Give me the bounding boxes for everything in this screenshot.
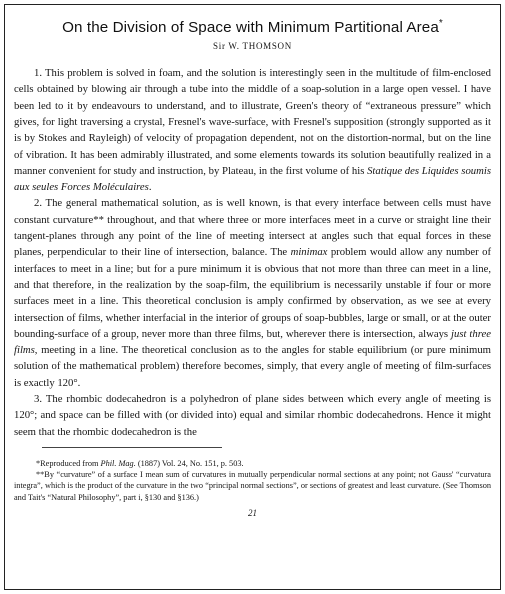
text-run: 3. The rhombic dodecahedron is a polyhedron of plane sides between which every angle of meeting is 120°; and space can be filled with (or divided into) equal and similar rhombic dodecahedrons. Hence it might seem that the rhombic dodecahedron is the [14, 393, 491, 438]
footnote-2 [14, 469, 491, 503]
paper-page [14, 8, 491, 584]
footnotes [14, 458, 491, 503]
paper-title [14, 18, 491, 36]
title-footnote-mark: * [438, 18, 443, 29]
text-run: 1. This problem is solved in foam, and the solution is interestingly seen in the multitude of film-enclosed cells obtained by blowing air through a tube into the middle of a soap-solution in a large open vessel. I have been led to it by endeavours to understand, and to illustrate, Green's theory of “extraneous pressure” which gives, for light traversing a crystal, Fresnel's wave-surface, with Fresnel's supposition (strongly supported as it is by Stokes and Rayleigh) of velocity of propagation dependent, not on the distortion-normal, but on the line of vibration. It has been admirably illustrated, and some elements towards its solution beautifully realized in a manner convenient for study and instruction, by Plateau, in the first volume of his [14, 67, 491, 177]
paragraph-1 [14, 65, 491, 195]
text-run: (1887) Vol. 24, No. 151, p. 503. [135, 458, 244, 468]
text-run: 2. The general mathematical solution, as is well known, is that every interface between cells must have constant curvature** throughout, and that where three or more interfaces meet in a curve or straight line their tangent-planes through any point of the line of meeting intersect at angles such that equal forces in these planes, perpendicular to their line of intersection, balance. The [14, 197, 491, 259]
italic-text: Phil. Mag. [100, 458, 136, 468]
author-line: Sir W. THOMSON [213, 41, 292, 52]
text-run: **By “curvature” of a surface I mean sum of curvatures in mutually perpendicular normal sections at any point; not Gauss' “curvatura integra”, which is the product of the curvature in the two “principal normal sections”, or sections of greatest and least curvature. (See Thomson and Tait's “Natural Philosophy”, part i, §130 and §136.) [14, 470, 491, 502]
paragraph-2 [14, 195, 491, 391]
italic-text: Statique des Liquides soumis aux seules Forces Moléculaires [14, 164, 491, 194]
page-number: 21 [248, 507, 257, 518]
paragraph-3 [14, 391, 491, 440]
text-run: problem would allow any number of interfaces to meet in a line; but for a pure minimum it is obvious that not more than three can meet in a line, and that therefore, in the realization by the soap-film, the equilibrium is necessarily unstable if four or more surfaces meet in a line. This theoretical conclusion is amply confirmed by observation, as we see at every intersection of films, whether interfacial in the interior of groups of soap-bubbles, large or small, or at the outer bounding-surface of a group, never more than three films, but, wherever there is intersection, always [14, 246, 492, 340]
footnote-1 [14, 458, 491, 469]
footnote-rule [42, 447, 222, 448]
italic-text: minimax [290, 246, 328, 259]
text-run: *Reproduced from [36, 458, 101, 468]
title-text: On the Division of Space with Minimum Partitional Area [62, 19, 439, 37]
text-run: , meeting in a line. The theoretical conclusion as to the angles for stable equilibrium (or pure minimum solution of the mathematical problem) therefore becomes, simply, that every angle of meeting of film-surfaces is exactly 120°. [14, 344, 491, 389]
text-run: . [148, 181, 152, 194]
body-text [14, 65, 491, 440]
italic-text: just three films [14, 327, 491, 357]
